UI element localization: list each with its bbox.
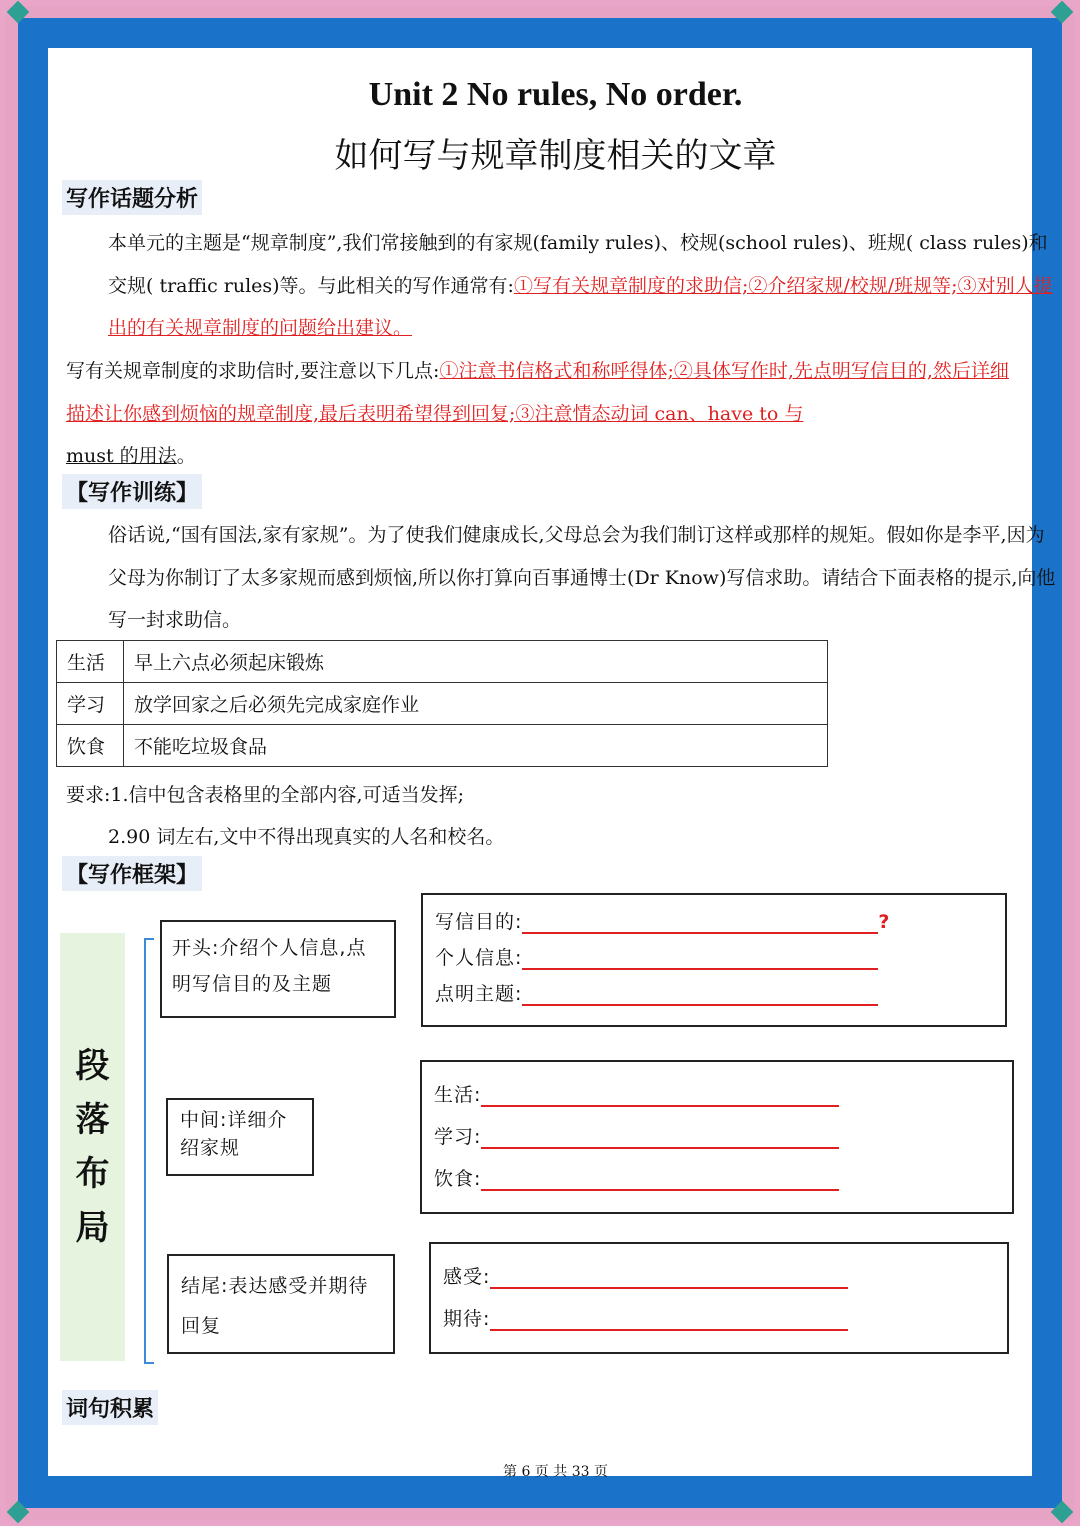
table-cell-value: 不能吃垃圾食品 <box>124 725 828 767</box>
table-cell-key: 饮食 <box>57 725 124 767</box>
answer-line[interactable] <box>522 912 878 934</box>
rules-table <box>56 640 828 767</box>
framework-bracket <box>144 938 154 1364</box>
sidebar-char: 落 <box>75 1100 110 1140</box>
question-mark: ? <box>878 911 891 933</box>
fill-label: 期待: <box>443 1308 491 1330</box>
answer-line[interactable] <box>481 1085 839 1107</box>
answer-line[interactable] <box>522 948 878 970</box>
topic-paragraph-2 <box>66 350 1014 478</box>
answer-line[interactable] <box>481 1127 839 1149</box>
title-english: Unit 2 No rules, No order. <box>368 76 743 113</box>
fill-label: 饮食: <box>434 1168 482 1190</box>
sidebar-char: 布 <box>75 1154 110 1194</box>
fill-row <box>443 1262 848 1289</box>
sidebar-char: 段 <box>75 1046 110 1086</box>
fill-box-middle <box>420 1060 1014 1214</box>
fill-row <box>443 1304 848 1331</box>
paragraph-text: 写有关规章制度的求助信时,要注意以下几点: <box>66 360 440 382</box>
requirement-1: 要求:1.信中包含表格里的全部内容,可适当发挥; <box>66 784 464 806</box>
table-row <box>57 641 828 683</box>
paragraph-layout-sidebar <box>60 933 125 1361</box>
framework-box-ending: 结尾:表达感受并期待回复 <box>167 1254 395 1354</box>
heading-vocabulary: 词句积累 <box>62 1390 158 1425</box>
page-number: 第 6 页 共 33 页 <box>503 1464 608 1480</box>
table-cell-key: 生活 <box>57 641 124 683</box>
answer-line[interactable] <box>490 1267 848 1289</box>
fill-label: 学习: <box>434 1126 482 1148</box>
paragraph-highlight: ①写有关规章制度的求助信;②介绍家规/校规/班规等;③对别人提出的有关规章制度的问题给出建议。 <box>108 274 1053 339</box>
heading-writing-practice: 【写作训练】 <box>62 474 202 509</box>
worksheet-page <box>48 48 1056 1480</box>
answer-line[interactable] <box>522 984 878 1006</box>
fill-label: 生活: <box>434 1084 482 1106</box>
fill-row <box>434 1122 839 1149</box>
fill-label: 写信目的: <box>435 911 523 933</box>
answer-line[interactable] <box>490 1309 848 1331</box>
fill-box-opening <box>421 893 1007 1027</box>
table-cell-value: 早上六点必须起床锻炼 <box>124 641 828 683</box>
paragraph-highlight: ①注意书信格式和称呼得体;②具体写作时,先点明写信目的,然后详细描述让你感到烦恼的规章制度,最后表明希望得到回复;③注意情态动词 can、have to 与 <box>66 360 1009 425</box>
fill-row <box>435 979 878 1006</box>
fill-box-ending <box>429 1242 1009 1354</box>
sidebar-char: 局 <box>75 1208 110 1248</box>
table-row <box>57 683 828 725</box>
table-cell-value: 放学回家之后必须先完成家庭作业 <box>124 683 828 725</box>
paragraph-text: 本单元的主题是“规章制度”,我们常接触到的有家规(family rules)、校规(school rules)、班规( class rules)和交规( traffic rules)等。与此相关的写作通常有: <box>108 232 1048 297</box>
paragraph-end: 。 <box>176 445 196 467</box>
framework-box-middle: 中间:详细介绍家规 <box>166 1098 314 1176</box>
fill-label: 感受: <box>443 1266 491 1288</box>
fill-row <box>434 1164 839 1191</box>
heading-writing-framework: 【写作框架】 <box>62 856 202 891</box>
topic-paragraph-1 <box>66 222 1056 350</box>
framework-box-opening: 开头:介绍个人信息,点明写信目的及主题 <box>160 920 396 1018</box>
fill-label: 点明主题: <box>435 983 523 1005</box>
title-chinese: 如何写与规章制度相关的文章 <box>334 136 777 176</box>
practice-paragraph: 俗话说,“国有国法,家有家规”。为了使我们健康成长,父母总会为我们制订这样或那样的规矩。假如你是李平,因为父母为你制订了太多家规而感到烦恼,所以你打算向百事通博士(Dr Know)写信求助。请结合下面表格的提示,向他写一封求助信。 <box>108 524 1056 631</box>
fill-row <box>434 1080 839 1107</box>
fill-row <box>435 943 878 970</box>
paragraph-underlined: must 的用法 <box>66 445 177 467</box>
table-cell-key: 学习 <box>57 683 124 725</box>
fill-label: 个人信息: <box>435 947 523 969</box>
heading-topic-analysis: 写作话题分析 <box>62 180 202 215</box>
table-row <box>57 725 828 767</box>
fill-row <box>435 907 890 934</box>
requirement-2: 2.90 词左右,文中不得出现真实的人名和校名。 <box>108 826 505 848</box>
answer-line[interactable] <box>481 1169 839 1191</box>
